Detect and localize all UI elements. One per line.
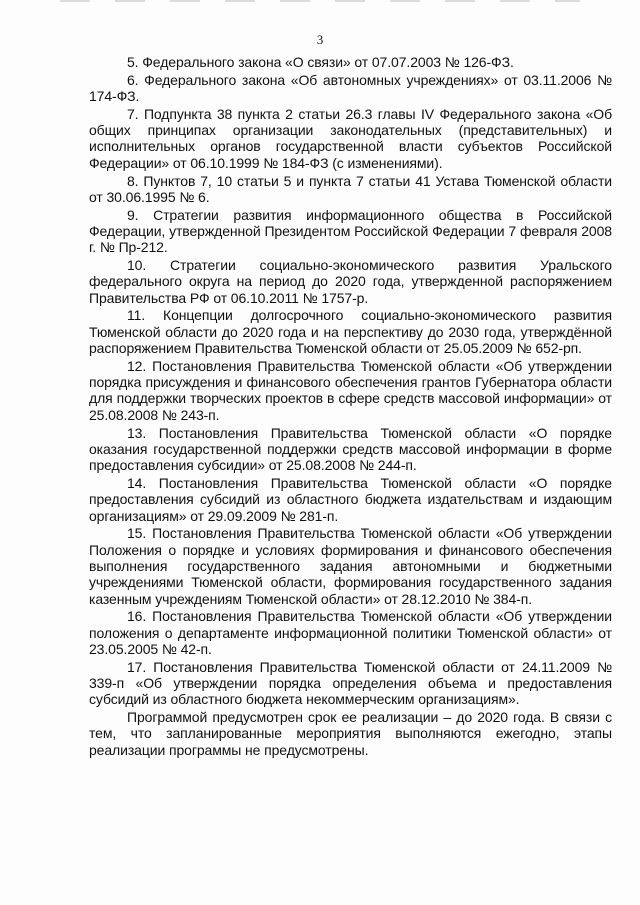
- list-item-16: 16. Постановления Правительства Тюменской области «Об утверждении положения о департаменте информационной политики Тюменской области» от 23.05.2005 № 42-п.: [89, 608, 612, 657]
- list-item-11: 11. Концепции долгосрочного социально-экономического развития Тюменской области до 2020 года и на перспективу до 2030 года, утверждённой распоряжением Правительства Тюменской области от 25.05.2009 № 652-рп.: [89, 307, 612, 357]
- list-item-13: 13. Постановления Правительства Тюменской области «О порядке оказания государственной поддержки средств массовой информации в форме предоставления субсидии» от 25.08.2008 № 244-п.: [89, 424, 612, 474]
- list-item-7: 7. Подпункта 38 пункта 2 статьи 26.3 главы IV Федерального закона «Об общих принципах организации законодательных (представительных) и исполнительных органов государственной власти субъектов Российской Федерации» от 06.10.1999 № 184-ФЗ (с изменениями).: [89, 105, 612, 171]
- list-item-15: 15. Постановления Правительства Тюменской области «Об утверждении Положения о порядке и условиях формирования и финансового обеспечения выполнения государственного задания автономными и бюджетными учреждениями Тюменской области, формирования государственного задания казенным учреждениям Тюменской области» от 28.12.2010 № 384-п.: [89, 525, 612, 607]
- scan-edge-mark: [60, 0, 580, 2]
- document-body: [89, 54, 612, 758]
- list-item-10: 10. Стратегии социально-экономического развития Уральского федерального округа на период до 2020 года, утвержденной распоряжением Правительства РФ от 06.10.2011 № 1757-р.: [89, 257, 612, 306]
- page-number: 3: [316, 32, 324, 47]
- list-item-9: 9. Стратегии развития информационного общества в Российской Федерации, утвержденной Президентом Российской Федерации 7 февраля 2008 г. № Пр-212.: [89, 206, 612, 256]
- list-item-8: 8. Пунктов 7, 10 статьи 5 и пункта 7 статьи 41 Устава Тюменской области от 30.06.1995 № 6.: [89, 172, 612, 205]
- list-item-12: 12. Постановления Правительства Тюменской области «Об утверждении порядка присуждения и финансового обеспечения грантов Губернатора области для поддержки творческих проектов в сфере средств массовой информации» от 25.08.2008 № 243-п.: [89, 357, 612, 423]
- list-item-6: 6. Федерального закона «Об автономных учреждениях» от 03.11.2006 № 174-ФЗ.: [89, 71, 612, 105]
- closing-paragraph: Программой предусмотрен срок ее реализации – до 2020 года. В связи с тем, что запланированные мероприятия выполняются ежегодно, этапы реализации программы не предусмотрены.: [89, 709, 612, 758]
- list-item-17: 17. Постановления Правительства Тюменской области от 24.11.2009 № 339-п «Об утверждении порядка определения объема и предоставления субсидий из областного бюджета некоммерческим организациям».: [89, 658, 612, 708]
- list-item-14: 14. Постановления Правительства Тюменской области «О порядке предоставления субсидий из областного бюджета издательствам и издающим организациям» от 29.09.2009 № 281-п.: [89, 474, 612, 524]
- list-item-5: 5. Федерального закона «О связи» от 07.07.2003 № 126-ФЗ.: [127, 54, 514, 70]
